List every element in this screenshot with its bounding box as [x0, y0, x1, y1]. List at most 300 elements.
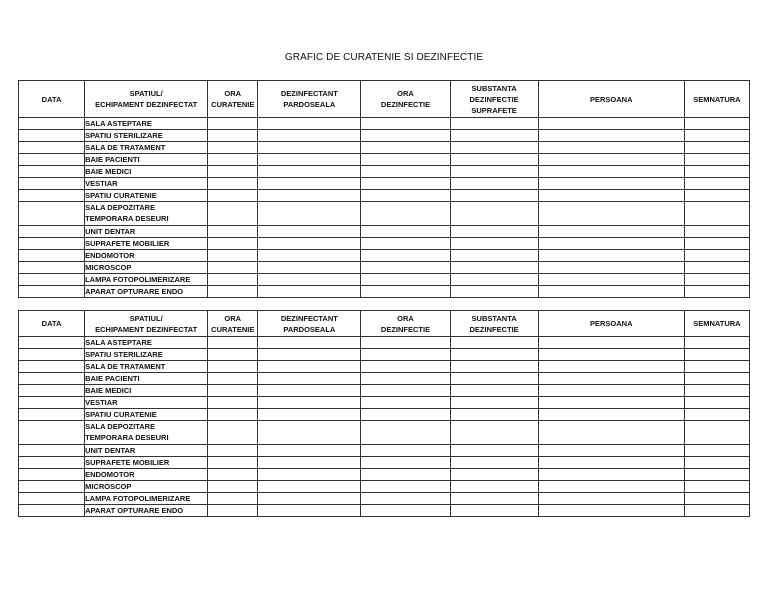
cell-spatiul	[85, 385, 208, 397]
cell-data	[19, 226, 85, 238]
cell-ora-curatenie	[208, 505, 258, 517]
header-label-line: DEZINFECTIE	[469, 94, 519, 104]
cell-ora-dezinfectie	[361, 445, 450, 457]
cell-dezinfectant-pardoseala	[258, 481, 361, 493]
cell-ora-dezinfectie	[361, 337, 450, 349]
cell-persoana	[538, 154, 684, 166]
header-label-line: PERSOANA	[589, 319, 633, 328]
table-row	[19, 154, 750, 166]
cell-data	[19, 457, 85, 469]
cell-ora-curatenie	[208, 457, 258, 469]
cell-ora-dezinfectie	[361, 166, 450, 178]
area-label: SUPRAFETE MOBILIER	[85, 458, 170, 467]
cleaning-schedule-table-2	[18, 310, 750, 517]
cell-spatiul	[85, 178, 208, 190]
cell-dezinfectant-pardoseala	[258, 385, 361, 397]
header-substanta-dezinfectie	[450, 81, 538, 118]
cell-ora-dezinfectie	[361, 409, 450, 421]
area-label: ENDOMOTOR	[85, 470, 135, 479]
cell-ora-dezinfectie	[361, 274, 450, 286]
header-ora-dezinfectie	[361, 311, 450, 337]
cell-ora-curatenie	[208, 274, 258, 286]
area-label: SPATIU STERILIZARE	[85, 350, 163, 359]
cell-semnatura	[684, 373, 749, 385]
cell-persoana	[538, 238, 684, 250]
cell-ora-dezinfectie	[361, 493, 450, 505]
cell-substanta-dezinfectie	[450, 274, 538, 286]
cell-dezinfectant-pardoseala	[258, 262, 361, 274]
cell-substanta-dezinfectie	[450, 202, 538, 226]
table-row	[19, 337, 750, 349]
cell-ora-curatenie	[208, 493, 258, 505]
header-label-line: DEZINFECTIE	[380, 324, 431, 334]
cell-substanta-dezinfectie	[450, 445, 538, 457]
header-label-line: PARDOSEALA	[283, 324, 336, 334]
cell-ora-curatenie	[208, 154, 258, 166]
cell-dezinfectant-pardoseala	[258, 274, 361, 286]
cell-persoana	[538, 142, 684, 154]
cell-dezinfectant-pardoseala	[258, 409, 361, 421]
cell-ora-curatenie	[208, 373, 258, 385]
cell-spatiul	[85, 226, 208, 238]
cell-ora-curatenie	[208, 118, 258, 130]
cell-substanta-dezinfectie	[450, 190, 538, 202]
cell-semnatura	[684, 178, 749, 190]
cell-spatiul	[85, 397, 208, 409]
cell-spatiul	[85, 445, 208, 457]
header-label-line: PERSOANA	[589, 94, 633, 104]
area-label: SALA ASTEPTARE	[85, 338, 152, 347]
cell-dezinfectant-pardoseala	[258, 397, 361, 409]
area-label: APARAT OPTURARE ENDO	[85, 287, 184, 296]
table-row	[19, 238, 750, 250]
cell-data	[19, 373, 85, 385]
cell-spatiul	[85, 493, 208, 505]
cell-dezinfectant-pardoseala	[258, 154, 361, 166]
area-label: SALA DE TRATAMENT	[85, 362, 166, 371]
cell-substanta-dezinfectie	[450, 118, 538, 130]
cell-ora-dezinfectie	[361, 130, 450, 142]
cell-substanta-dezinfectie	[450, 337, 538, 349]
cell-ora-dezinfectie	[361, 481, 450, 493]
table-row	[19, 385, 750, 397]
table-row	[19, 409, 750, 421]
cell-spatiul	[85, 505, 208, 517]
cell-persoana	[538, 202, 684, 226]
cell-semnatura	[684, 166, 749, 178]
cell-semnatura	[684, 385, 749, 397]
cell-semnatura	[684, 409, 749, 421]
cell-spatiul	[85, 202, 208, 226]
cell-dezinfectant-pardoseala	[258, 469, 361, 481]
cell-semnatura	[684, 226, 749, 238]
area-label: SUPRAFETE MOBILIER	[85, 239, 170, 248]
area-label: SPATIU CURATENIE	[85, 410, 157, 419]
cell-spatiul	[85, 421, 208, 445]
cell-persoana	[538, 457, 684, 469]
table-row	[19, 493, 750, 505]
cell-dezinfectant-pardoseala	[258, 361, 361, 373]
cell-persoana	[538, 361, 684, 373]
cell-semnatura	[684, 238, 749, 250]
cell-ora-curatenie	[208, 421, 258, 445]
cell-ora-dezinfectie	[361, 142, 450, 154]
cell-ora-curatenie	[208, 409, 258, 421]
cell-persoana	[538, 421, 684, 445]
cell-substanta-dezinfectie	[450, 385, 538, 397]
cell-data	[19, 238, 85, 250]
cell-dezinfectant-pardoseala	[258, 337, 361, 349]
cell-ora-curatenie	[208, 469, 258, 481]
cell-dezinfectant-pardoseala	[258, 457, 361, 469]
cell-substanta-dezinfectie	[450, 142, 538, 154]
table-row	[19, 445, 750, 457]
header-spatiul	[85, 311, 208, 337]
area-label: APARAT OPTURARE ENDO	[85, 506, 184, 515]
header-ora-dezinfectie	[361, 81, 450, 118]
table-row	[19, 286, 750, 298]
cell-data	[19, 469, 85, 481]
header-data	[19, 81, 85, 118]
cell-data	[19, 421, 85, 445]
area-label: TEMPORARA DESEURI	[85, 433, 169, 442]
cell-semnatura	[684, 130, 749, 142]
cell-spatiul	[85, 286, 208, 298]
cell-substanta-dezinfectie	[450, 409, 538, 421]
cell-data	[19, 445, 85, 457]
table-row	[19, 457, 750, 469]
area-label: MICROSCOP	[85, 263, 132, 272]
cell-data	[19, 349, 85, 361]
cell-ora-curatenie	[208, 238, 258, 250]
cell-ora-dezinfectie	[361, 262, 450, 274]
cell-ora-curatenie	[208, 481, 258, 493]
cell-data	[19, 178, 85, 190]
area-label: BAIE MEDICI	[85, 386, 132, 395]
cell-ora-dezinfectie	[361, 190, 450, 202]
cell-persoana	[538, 385, 684, 397]
cell-ora-curatenie	[208, 250, 258, 262]
cell-substanta-dezinfectie	[450, 178, 538, 190]
cell-spatiul	[85, 349, 208, 361]
cell-semnatura	[684, 337, 749, 349]
table-header-row	[19, 81, 750, 118]
cell-substanta-dezinfectie	[450, 154, 538, 166]
cell-dezinfectant-pardoseala	[258, 118, 361, 130]
cell-semnatura	[684, 286, 749, 298]
table-row	[19, 505, 750, 517]
cell-substanta-dezinfectie	[450, 421, 538, 445]
cell-data	[19, 385, 85, 397]
area-label: UNIT DENTAR	[85, 227, 136, 236]
cell-spatiul	[85, 238, 208, 250]
cell-substanta-dezinfectie	[450, 349, 538, 361]
header-dezinfectant-pardoseala	[258, 311, 361, 337]
area-label: SALA DE TRATAMENT	[85, 143, 166, 152]
cell-semnatura	[684, 118, 749, 130]
cell-dezinfectant-pardoseala	[258, 226, 361, 238]
header-label-line: DEZINFECTIE	[469, 324, 519, 334]
cell-spatiul	[85, 469, 208, 481]
cell-ora-curatenie	[208, 397, 258, 409]
cell-persoana	[538, 226, 684, 238]
cell-ora-dezinfectie	[361, 469, 450, 481]
header-label-line: ORA	[397, 313, 414, 323]
cell-spatiul	[85, 361, 208, 373]
cell-ora-curatenie	[208, 178, 258, 190]
table-row	[19, 178, 750, 190]
cell-persoana	[538, 166, 684, 178]
cell-substanta-dezinfectie	[450, 166, 538, 178]
header-dezinfectant-pardoseala	[258, 81, 361, 118]
cell-spatiul	[85, 457, 208, 469]
cell-dezinfectant-pardoseala	[258, 178, 361, 190]
table-row	[19, 190, 750, 202]
table-header-row	[19, 311, 750, 337]
table-row	[19, 481, 750, 493]
cell-ora-curatenie	[208, 349, 258, 361]
cell-persoana	[538, 337, 684, 349]
cell-data	[19, 130, 85, 142]
cell-dezinfectant-pardoseala	[258, 493, 361, 505]
cell-substanta-dezinfectie	[450, 373, 538, 385]
area-label: UNIT DENTAR	[85, 446, 136, 455]
cell-ora-dezinfectie	[361, 457, 450, 469]
cell-persoana	[538, 445, 684, 457]
cell-persoana	[538, 190, 684, 202]
cell-ora-dezinfectie	[361, 238, 450, 250]
cell-ora-curatenie	[208, 130, 258, 142]
cell-dezinfectant-pardoseala	[258, 286, 361, 298]
table-row	[19, 262, 750, 274]
cell-dezinfectant-pardoseala	[258, 130, 361, 142]
cell-persoana	[538, 373, 684, 385]
cell-data	[19, 166, 85, 178]
cell-dezinfectant-pardoseala	[258, 421, 361, 445]
header-label-line: CURATENIE	[211, 100, 255, 109]
cell-ora-curatenie	[208, 445, 258, 457]
cell-semnatura	[684, 262, 749, 274]
table-row	[19, 202, 750, 226]
header-label-line: DEZINFECTIE	[380, 100, 431, 109]
cell-data	[19, 202, 85, 226]
cell-substanta-dezinfectie	[450, 286, 538, 298]
header-label-line: ORA	[397, 89, 414, 98]
cell-dezinfectant-pardoseala	[258, 373, 361, 385]
header-data	[19, 311, 85, 337]
cell-semnatura	[684, 154, 749, 166]
cell-dezinfectant-pardoseala	[258, 349, 361, 361]
cell-persoana	[538, 505, 684, 517]
cell-dezinfectant-pardoseala	[258, 445, 361, 457]
cell-persoana	[538, 130, 684, 142]
cell-data	[19, 274, 85, 286]
header-substanta-dezinfectie	[450, 311, 538, 337]
cell-data	[19, 250, 85, 262]
cell-spatiul	[85, 373, 208, 385]
cell-data	[19, 481, 85, 493]
cell-data	[19, 118, 85, 130]
area-label: VESTIAR	[85, 179, 118, 188]
area-label: BAIE PACIENTI	[85, 374, 140, 383]
cell-spatiul	[85, 130, 208, 142]
header-label-line: ECHIPAMENT DEZINFECTAT	[95, 100, 198, 109]
cell-ora-dezinfectie	[361, 397, 450, 409]
cell-ora-curatenie	[208, 286, 258, 298]
header-label-line: CURATENIE	[211, 324, 255, 334]
header-label-line: ECHIPAMENT DEZINFECTAT	[95, 324, 198, 334]
cell-substanta-dezinfectie	[450, 130, 538, 142]
area-label: ENDOMOTOR	[85, 251, 135, 260]
cell-ora-dezinfectie	[361, 118, 450, 130]
table-row	[19, 469, 750, 481]
header-persoana	[538, 81, 684, 118]
cell-ora-curatenie	[208, 361, 258, 373]
cell-data	[19, 190, 85, 202]
cell-dezinfectant-pardoseala	[258, 250, 361, 262]
area-label: TEMPORARA DESEURI	[85, 214, 169, 223]
cell-data	[19, 142, 85, 154]
table-row	[19, 250, 750, 262]
area-label: SALA DEPOZITARE	[85, 422, 156, 431]
cell-dezinfectant-pardoseala	[258, 202, 361, 226]
cell-substanta-dezinfectie	[450, 481, 538, 493]
header-ora-curatenie	[208, 81, 258, 118]
cell-ora-dezinfectie	[361, 154, 450, 166]
cell-semnatura	[684, 202, 749, 226]
table-row	[19, 349, 750, 361]
table-row	[19, 226, 750, 238]
cell-data	[19, 361, 85, 373]
cell-dezinfectant-pardoseala	[258, 166, 361, 178]
header-ora-curatenie	[208, 311, 258, 337]
cell-substanta-dezinfectie	[450, 493, 538, 505]
area-label: SPATIU CURATENIE	[85, 191, 157, 200]
header-label-line: DEZINFECTANT	[280, 313, 338, 323]
cell-persoana	[538, 349, 684, 361]
cell-ora-curatenie	[208, 166, 258, 178]
cell-dezinfectant-pardoseala	[258, 142, 361, 154]
header-persoana	[538, 311, 684, 337]
cell-spatiul	[85, 481, 208, 493]
area-label: LAMPA FOTOPOLIMERIZARE	[85, 275, 191, 284]
cell-data	[19, 286, 85, 298]
cell-ora-dezinfectie	[361, 250, 450, 262]
cell-ora-dezinfectie	[361, 505, 450, 517]
cell-substanta-dezinfectie	[450, 457, 538, 469]
cleaning-schedule-table-1	[18, 80, 750, 298]
table-row	[19, 130, 750, 142]
cell-semnatura	[684, 142, 749, 154]
cell-semnatura	[684, 457, 749, 469]
cell-persoana	[538, 409, 684, 421]
header-label-line: SUBSTANTA	[471, 313, 517, 323]
header-label-line: SEMNATURA	[693, 319, 741, 328]
header-label-line: DEZINFECTANT	[280, 89, 338, 98]
cell-semnatura	[684, 190, 749, 202]
cell-ora-dezinfectie	[361, 178, 450, 190]
cell-ora-dezinfectie	[361, 202, 450, 226]
cell-persoana	[538, 469, 684, 481]
cell-spatiul	[85, 250, 208, 262]
cell-ora-dezinfectie	[361, 226, 450, 238]
cell-persoana	[538, 481, 684, 493]
cell-substanta-dezinfectie	[450, 226, 538, 238]
cell-substanta-dezinfectie	[450, 505, 538, 517]
header-label-line: DATA	[41, 94, 62, 104]
cell-ora-curatenie	[208, 337, 258, 349]
cell-data	[19, 262, 85, 274]
cell-semnatura	[684, 349, 749, 361]
page-title: GRAFIC DE CURATENIE SI DEZINFECTIE	[284, 52, 484, 63]
area-label: BAIE PACIENTI	[85, 155, 140, 164]
cell-semnatura	[684, 493, 749, 505]
cell-ora-dezinfectie	[361, 349, 450, 361]
header-label-line: ORA	[224, 313, 242, 323]
cell-data	[19, 409, 85, 421]
cell-semnatura	[684, 445, 749, 457]
cell-persoana	[538, 250, 684, 262]
table-row	[19, 361, 750, 373]
cell-ora-dezinfectie	[361, 385, 450, 397]
header-spatiul	[85, 81, 208, 118]
cell-substanta-dezinfectie	[450, 250, 538, 262]
cell-data	[19, 493, 85, 505]
table-row	[19, 166, 750, 178]
area-label: SALA ASTEPTARE	[85, 119, 152, 128]
cell-ora-curatenie	[208, 226, 258, 238]
cell-ora-curatenie	[208, 385, 258, 397]
cell-ora-dezinfectie	[361, 286, 450, 298]
table-row	[19, 118, 750, 130]
area-label: MICROSCOP	[85, 482, 132, 491]
cell-semnatura	[684, 250, 749, 262]
cell-substanta-dezinfectie	[450, 469, 538, 481]
cell-semnatura	[684, 361, 749, 373]
header-semnatura	[684, 311, 749, 337]
cell-persoana	[538, 118, 684, 130]
cell-spatiul	[85, 262, 208, 274]
cell-persoana	[538, 493, 684, 505]
cell-persoana	[538, 274, 684, 286]
cell-ora-dezinfectie	[361, 373, 450, 385]
cell-semnatura	[684, 469, 749, 481]
cell-substanta-dezinfectie	[450, 361, 538, 373]
cell-data	[19, 154, 85, 166]
cell-data	[19, 397, 85, 409]
table-row	[19, 142, 750, 154]
cell-ora-curatenie	[208, 262, 258, 274]
cell-data	[19, 505, 85, 517]
header-label-line: SPATIUL/	[129, 313, 163, 323]
table-row	[19, 274, 750, 286]
cell-substanta-dezinfectie	[450, 397, 538, 409]
cell-ora-dezinfectie	[361, 361, 450, 373]
cell-spatiul	[85, 118, 208, 130]
cell-persoana	[538, 397, 684, 409]
cell-persoana	[538, 178, 684, 190]
cell-spatiul	[85, 409, 208, 421]
table-row	[19, 397, 750, 409]
header-label-line: PARDOSEALA	[283, 100, 336, 109]
area-label: SALA DEPOZITARE	[85, 203, 156, 212]
cell-spatiul	[85, 274, 208, 286]
cell-spatiul	[85, 166, 208, 178]
cell-persoana	[538, 286, 684, 298]
header-label-line: SUPRAFETE	[471, 105, 517, 115]
cell-ora-dezinfectie	[361, 421, 450, 445]
cell-semnatura	[684, 481, 749, 493]
